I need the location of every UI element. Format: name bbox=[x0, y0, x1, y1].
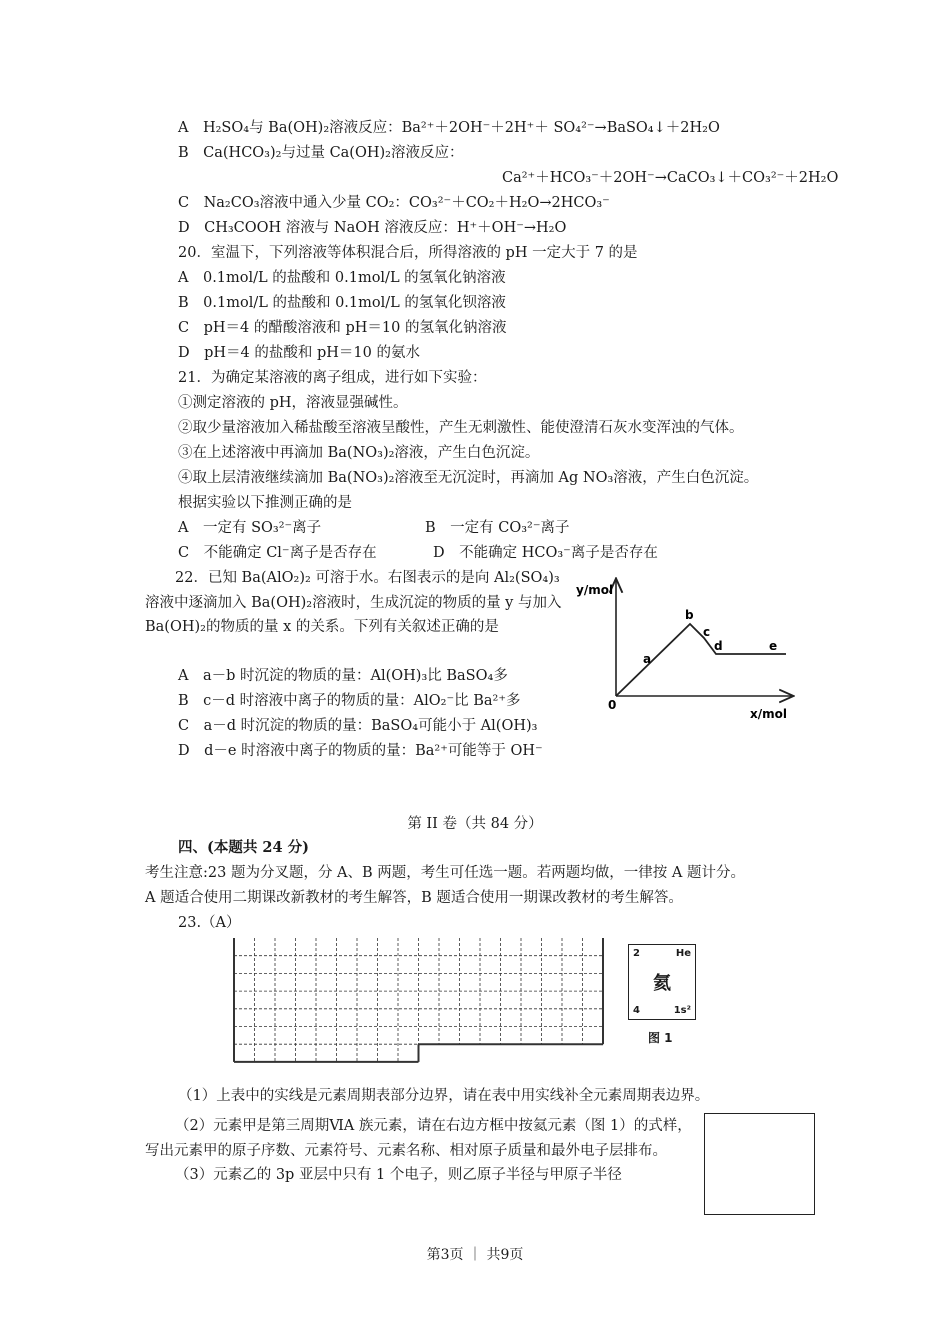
q23-part-3-text: （3）元素乙的 3p 亚层中只有 1 个电子，则乙原子半径与甲原子半径 bbox=[175, 1167, 622, 1183]
origin-label: 0 bbox=[608, 698, 617, 712]
q21-option-d: D 不能确定 HCO₃⁻离子是否存在 bbox=[433, 545, 658, 561]
atomic-mass: 4 bbox=[633, 1005, 640, 1016]
q20-option-c: C pH＝4 的醋酸溶液和 pH＝10 的氢氧化钠溶液 bbox=[178, 320, 507, 336]
q20-option-b: B 0.1mol/L 的盐酸和 0.1mol/L 的氢氧化钡溶液 bbox=[178, 295, 506, 311]
q21-step-3: ③在上述溶液中再滴加 Ba(NO₃)₂溶液，产生白色沉淀。 bbox=[178, 445, 540, 461]
point-c-label: c bbox=[703, 625, 711, 639]
q20-option-d: D pH＝4 的盐酸和 pH＝10 的氨水 bbox=[178, 345, 420, 361]
q21-step-4: ④取上层清液继续滴加 Ba(NO₃)₂溶液至无沉淀时，再滴加 Ag NO₃溶液，产生白色沉淀。 bbox=[178, 470, 759, 486]
q22-graph bbox=[568, 572, 804, 722]
precipitate-curve bbox=[616, 624, 786, 696]
figure-1-caption: 图 1 bbox=[648, 1031, 673, 1045]
candidate-note-1: 考生注意:23 题为分叉题，分 A、B 两题，考生可任选一题。若两题均做，一律按 A 题计分。 bbox=[145, 865, 745, 881]
q21-option-c: C 不能确定 Cl⁻离子是否存在 bbox=[178, 545, 377, 561]
point-b-label: b bbox=[685, 608, 694, 622]
q19-option-c: C Na₂CO₃溶液中通入少量 CO₂：CO₃²⁻＋CO₂＋H₂O→2HCO₃⁻ bbox=[178, 195, 610, 211]
q20-option-a: A 0.1mol/L 的盐酸和 0.1mol/L 的氢氧化钠溶液 bbox=[178, 270, 506, 286]
point-e-label: e bbox=[769, 639, 778, 653]
point-d-label: d bbox=[714, 639, 723, 653]
q21-stem: 21．为确定某溶液的离子组成，进行如下实验： bbox=[178, 370, 487, 386]
section-title: 第 II 卷（共 84 分） bbox=[407, 816, 543, 832]
q20-stem: 20．室温下，下列溶液等体积混合后，所得溶液的 pH 一定大于 7 的是 bbox=[178, 245, 638, 261]
q21-step-2: ②取少量溶液加入稀盐酸至溶液呈酸性，产生无刺激性、能使澄清石灰水变浑浊的气体。 bbox=[178, 420, 744, 436]
q22-option-a: A a－b 时沉淀的物质的量：Al(OH)₃比 BaSO₄多 bbox=[178, 668, 508, 684]
q23-part-1: （1）上表中的实线是元素周期表部分边界，请在表中用实线补全元素周期表边界。 bbox=[178, 1088, 710, 1104]
q22-option-c: C a－d 时沉淀的物质的量：BaSO₄可能小于 Al(OH)₃ bbox=[178, 718, 538, 734]
atomic-number: 2 bbox=[633, 948, 640, 959]
q22-option-b: B c－d 时溶液中离子的物质的量：AlO₂⁻比 Ba²⁺多 bbox=[178, 693, 521, 709]
q22-option-d: D d－e 时溶液中离子的物质的量：Ba²⁺可能等于 OH⁻ bbox=[178, 743, 543, 759]
q21-option-a: A 一定有 SO₃²⁻离子 bbox=[178, 520, 322, 536]
candidate-note-2: A 题适合使用二期课改新教材的考生解答，B 题适合使用一期课改教材的考生解答。 bbox=[145, 890, 683, 906]
helium-element-card bbox=[628, 944, 696, 1020]
electron-configuration: 1s² bbox=[673, 1005, 691, 1016]
x-axis-label: x/mol bbox=[750, 707, 787, 721]
q19-option-b-equation: Ca²⁺＋HCO₃⁻＋2OH⁻→CaCO₃↓＋CO₃²⁻＋2H₂O bbox=[502, 170, 839, 186]
q19-option-a: A H₂SO₄与 Ba(OH)₂溶液反应：Ba²⁺＋2OH⁻＋2H⁺＋ SO₄²⁻→BaSO₄↓＋2H₂O bbox=[178, 120, 720, 136]
element-name: 氦 bbox=[653, 973, 671, 994]
q19-option-b: B Ca(HCO₃)₂与过量 Ca(OH)₂溶液反应： bbox=[178, 145, 464, 161]
q22-stem: 22．已知 Ba(AlO₂)₂ 可溶于水。右图表示的是向 Al₂(SO₄)₃溶液中逐滴加入 Ba(OH)₂溶液时，生成沉淀的物质的量 y 与加入 Ba(OH)₂的物质的量 x 的关系。下列有关叙述正确的是 bbox=[145, 570, 562, 635]
q21-step-1: ①测定溶液的 pH，溶液显强碱性。 bbox=[178, 395, 408, 411]
element-symbol: He bbox=[675, 948, 691, 959]
q21-option-b: B 一定有 CO₃²⁻离子 bbox=[425, 520, 570, 536]
q23-label: 23.（A） bbox=[178, 915, 241, 931]
q19-option-d: D CH₃COOH 溶液与 NaOH 溶液反应：H⁺＋OH⁻→H₂O bbox=[178, 220, 567, 236]
periodic-table-grid bbox=[228, 932, 608, 1072]
q23-part-2 bbox=[145, 1114, 697, 1188]
point-a-label: a bbox=[643, 652, 652, 666]
q21-prompt: 根据实验以下推测正确的是 bbox=[178, 495, 352, 511]
q23-part-2-text: （2）元素甲是第三周期ⅥA 族元素，请在右边方框中按氦元素（图 1）的式样，写出元素甲的原子序数、元素符号、元素名称、相对原子质量和最外电子层排布。 bbox=[145, 1118, 692, 1159]
part-4-heading: 四、(本题共 24 分) bbox=[178, 839, 309, 856]
page-number: 第3页 ｜ 共9页 bbox=[426, 1247, 524, 1263]
y-axis-label: y/mol bbox=[576, 583, 614, 597]
answer-box[interactable] bbox=[704, 1113, 815, 1215]
